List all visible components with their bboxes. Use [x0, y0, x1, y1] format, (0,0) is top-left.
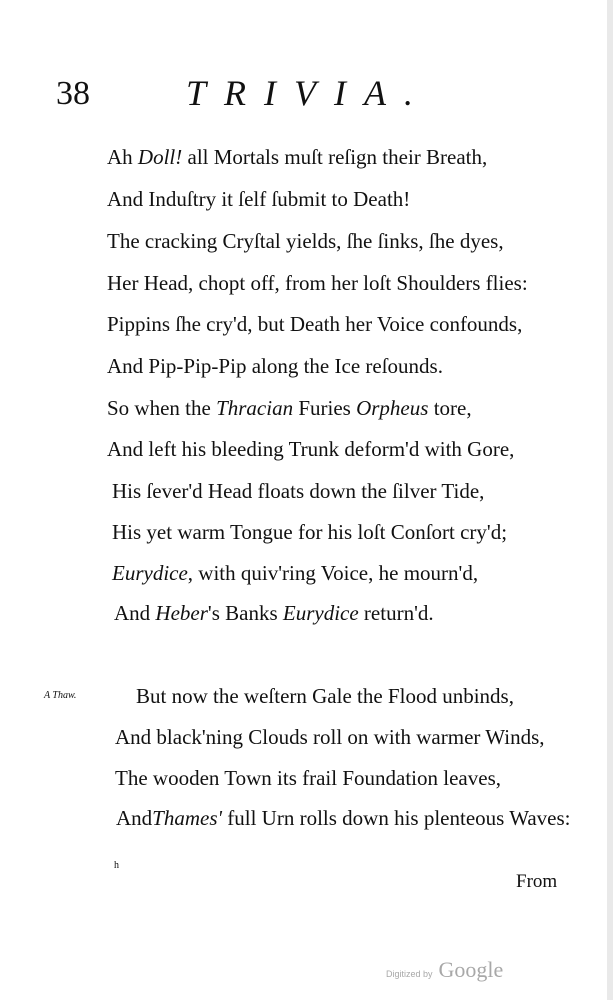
text-segment: tore, [428, 396, 472, 420]
text-segment: And [114, 601, 156, 625]
verse-line [107, 311, 522, 337]
text-segment: Pippins ſhe cry'd, but Death her Voice confounds, [107, 312, 523, 336]
text-segment: And Induſtry it ſelf ſubmit to Death! [107, 187, 411, 211]
verse-line [115, 724, 545, 750]
verse-line [112, 519, 507, 545]
verse-line [112, 560, 478, 586]
digitized-watermark [386, 957, 503, 983]
page-edge [607, 0, 613, 1000]
verse-line [115, 765, 501, 791]
watermark-brand: Google [438, 957, 504, 982]
text-segment: The wooden Town its frail Foundation leaves, [115, 766, 501, 790]
text-segment: And black'ning Clouds roll on with warmer Winds, [115, 725, 545, 749]
verse-line [107, 228, 504, 254]
text-segment: return'd. [358, 601, 434, 625]
verse-line [136, 683, 514, 709]
text-segment: His yet warm Tongue for his loſt Conſort cry'd; [112, 520, 508, 544]
catchword: From [516, 871, 558, 892]
page-number: 38 [56, 75, 90, 112]
text-segment: But now the weſtern Gale the Flood unbinds, [136, 684, 514, 708]
text-segment: His ſever'd Head floats down the ſilver Tide, [112, 479, 485, 503]
verse-line [107, 353, 443, 379]
text-segment: And Pip-Pip-Pip along the Ice reſounds. [107, 354, 443, 378]
verse-line [107, 436, 514, 462]
italic-segment: Orpheus [356, 396, 429, 420]
text-segment: The cracking Cryſtal yields, ſhe ſinks, ſhe dyes, [107, 229, 504, 253]
verse-line [114, 600, 434, 626]
text-segment: 's Banks [207, 601, 283, 625]
italic-segment: Eurydice [282, 601, 359, 625]
text-segment: , with quiv'ring Voice, he mourn'd, [187, 561, 479, 585]
text-segment: Ah [107, 145, 138, 169]
italic-segment: Thracian [216, 396, 294, 420]
verse-line [107, 186, 410, 212]
italic-segment: Thames' [152, 806, 223, 830]
italic-segment: Doll! [137, 145, 183, 169]
text-segment: all Mortals muſt reſign their Breath, [182, 145, 488, 169]
text-segment: Furies [293, 396, 357, 420]
watermark-prefix: Digitized by [386, 969, 433, 979]
text-segment: Her Head, chopt off, from her loſt Shoulders flies: [107, 271, 528, 295]
text-segment: So when the [107, 396, 217, 420]
verse-line [107, 270, 528, 296]
italic-segment: Eurydice [112, 561, 188, 585]
verse-line [107, 395, 472, 421]
italic-segment: Heber [155, 601, 208, 625]
marginal-note: A Thaw. [44, 690, 77, 701]
verse-line [107, 144, 487, 170]
text-segment: And left his bleeding Trunk deform'd with Gore, [107, 437, 515, 461]
text-segment: And [116, 806, 153, 830]
running-title: TRIVIA. [186, 73, 431, 113]
signature-mark: h [114, 860, 119, 871]
verse-line [116, 805, 570, 831]
verse-line [112, 478, 484, 504]
text-segment: full Urn rolls down his plenteous Waves: [222, 806, 571, 830]
